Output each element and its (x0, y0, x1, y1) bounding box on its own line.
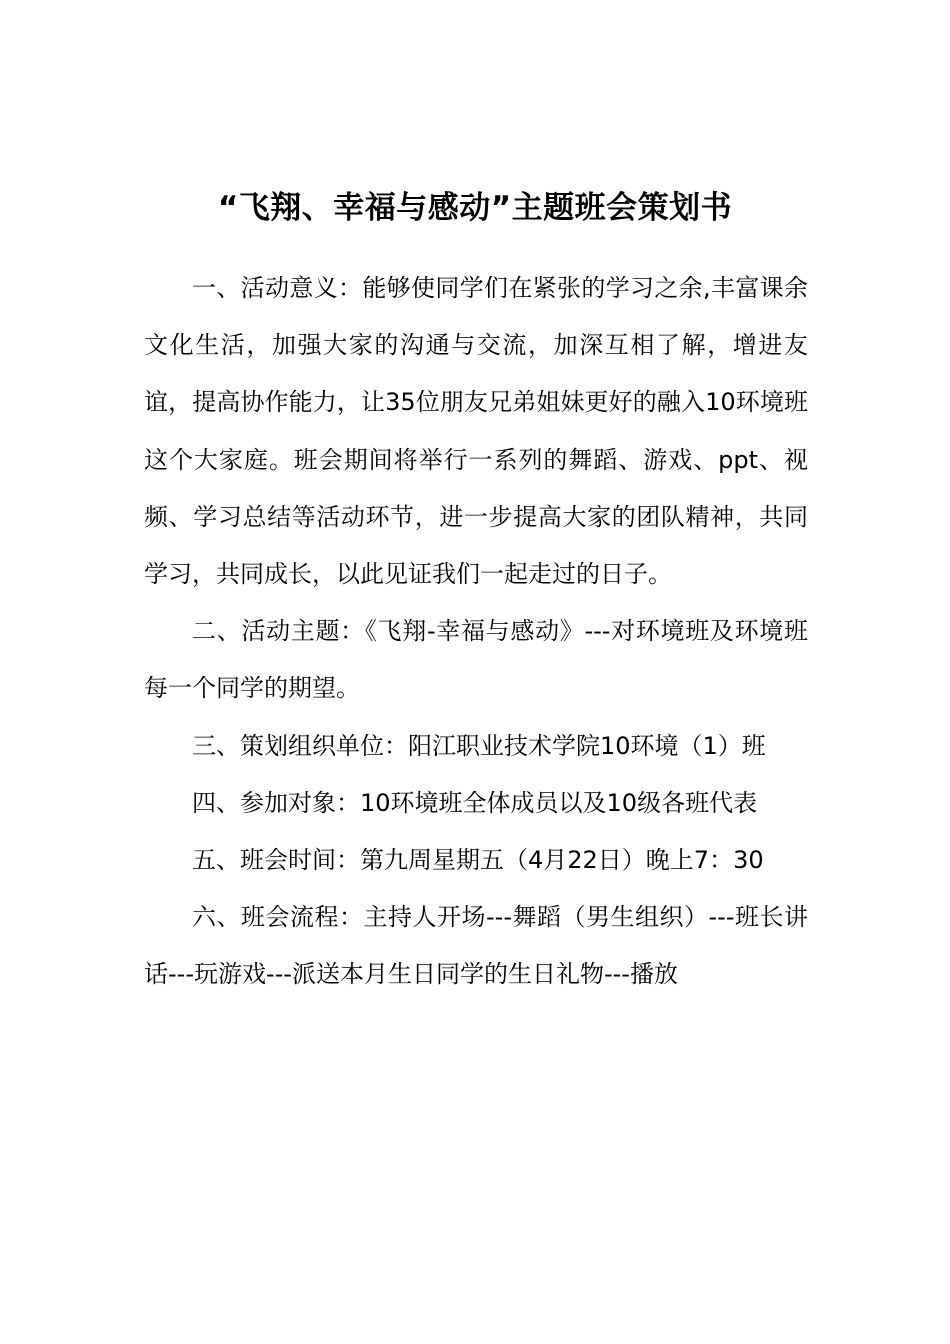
paragraph-meeting-time: 五、班会时间：第九周星期五（4月22日）晚上7：30 (192, 846, 764, 875)
paragraph-participants: 四、参加对象：10环境班全体成员以及10级各班代表 (192, 788, 758, 817)
paragraph-organizer: 三、策划组织单位：阳江职业技术学院10环境（1）班 (192, 731, 766, 760)
paragraph-meeting-process: 六、班会流程：主持人开场---舞蹈（男生组织）---班长讲话---玩游戏---派送本月生日同学的生日礼物---播放 (144, 903, 808, 989)
paragraph-activity-meaning: 一、活动意义：能够使同学们在紧张的学习之余,丰富课余文化生活，加强大家的沟通与交流，加深互相了解，增进友谊，提高协作能力，让35位朋友兄弟姐妹更好的融入10环境班这个大家庭。班会期间将举行一系列的舞蹈、游戏、ppt、视频、学习总结等活动环节，进一步提高大家的团队精神，共同学习，共同成长，以此见证我们一起走过的日子。 (144, 274, 808, 589)
paragraph-activity-theme: 二、活动主题：《飞翔-幸福与感动》---对环境班及环境班每一个同学的期望。 (144, 617, 808, 703)
document-title: “飞翔、幸福与感动”主题班会策划书 (217, 190, 733, 226)
document-body (144, 260, 808, 1004)
